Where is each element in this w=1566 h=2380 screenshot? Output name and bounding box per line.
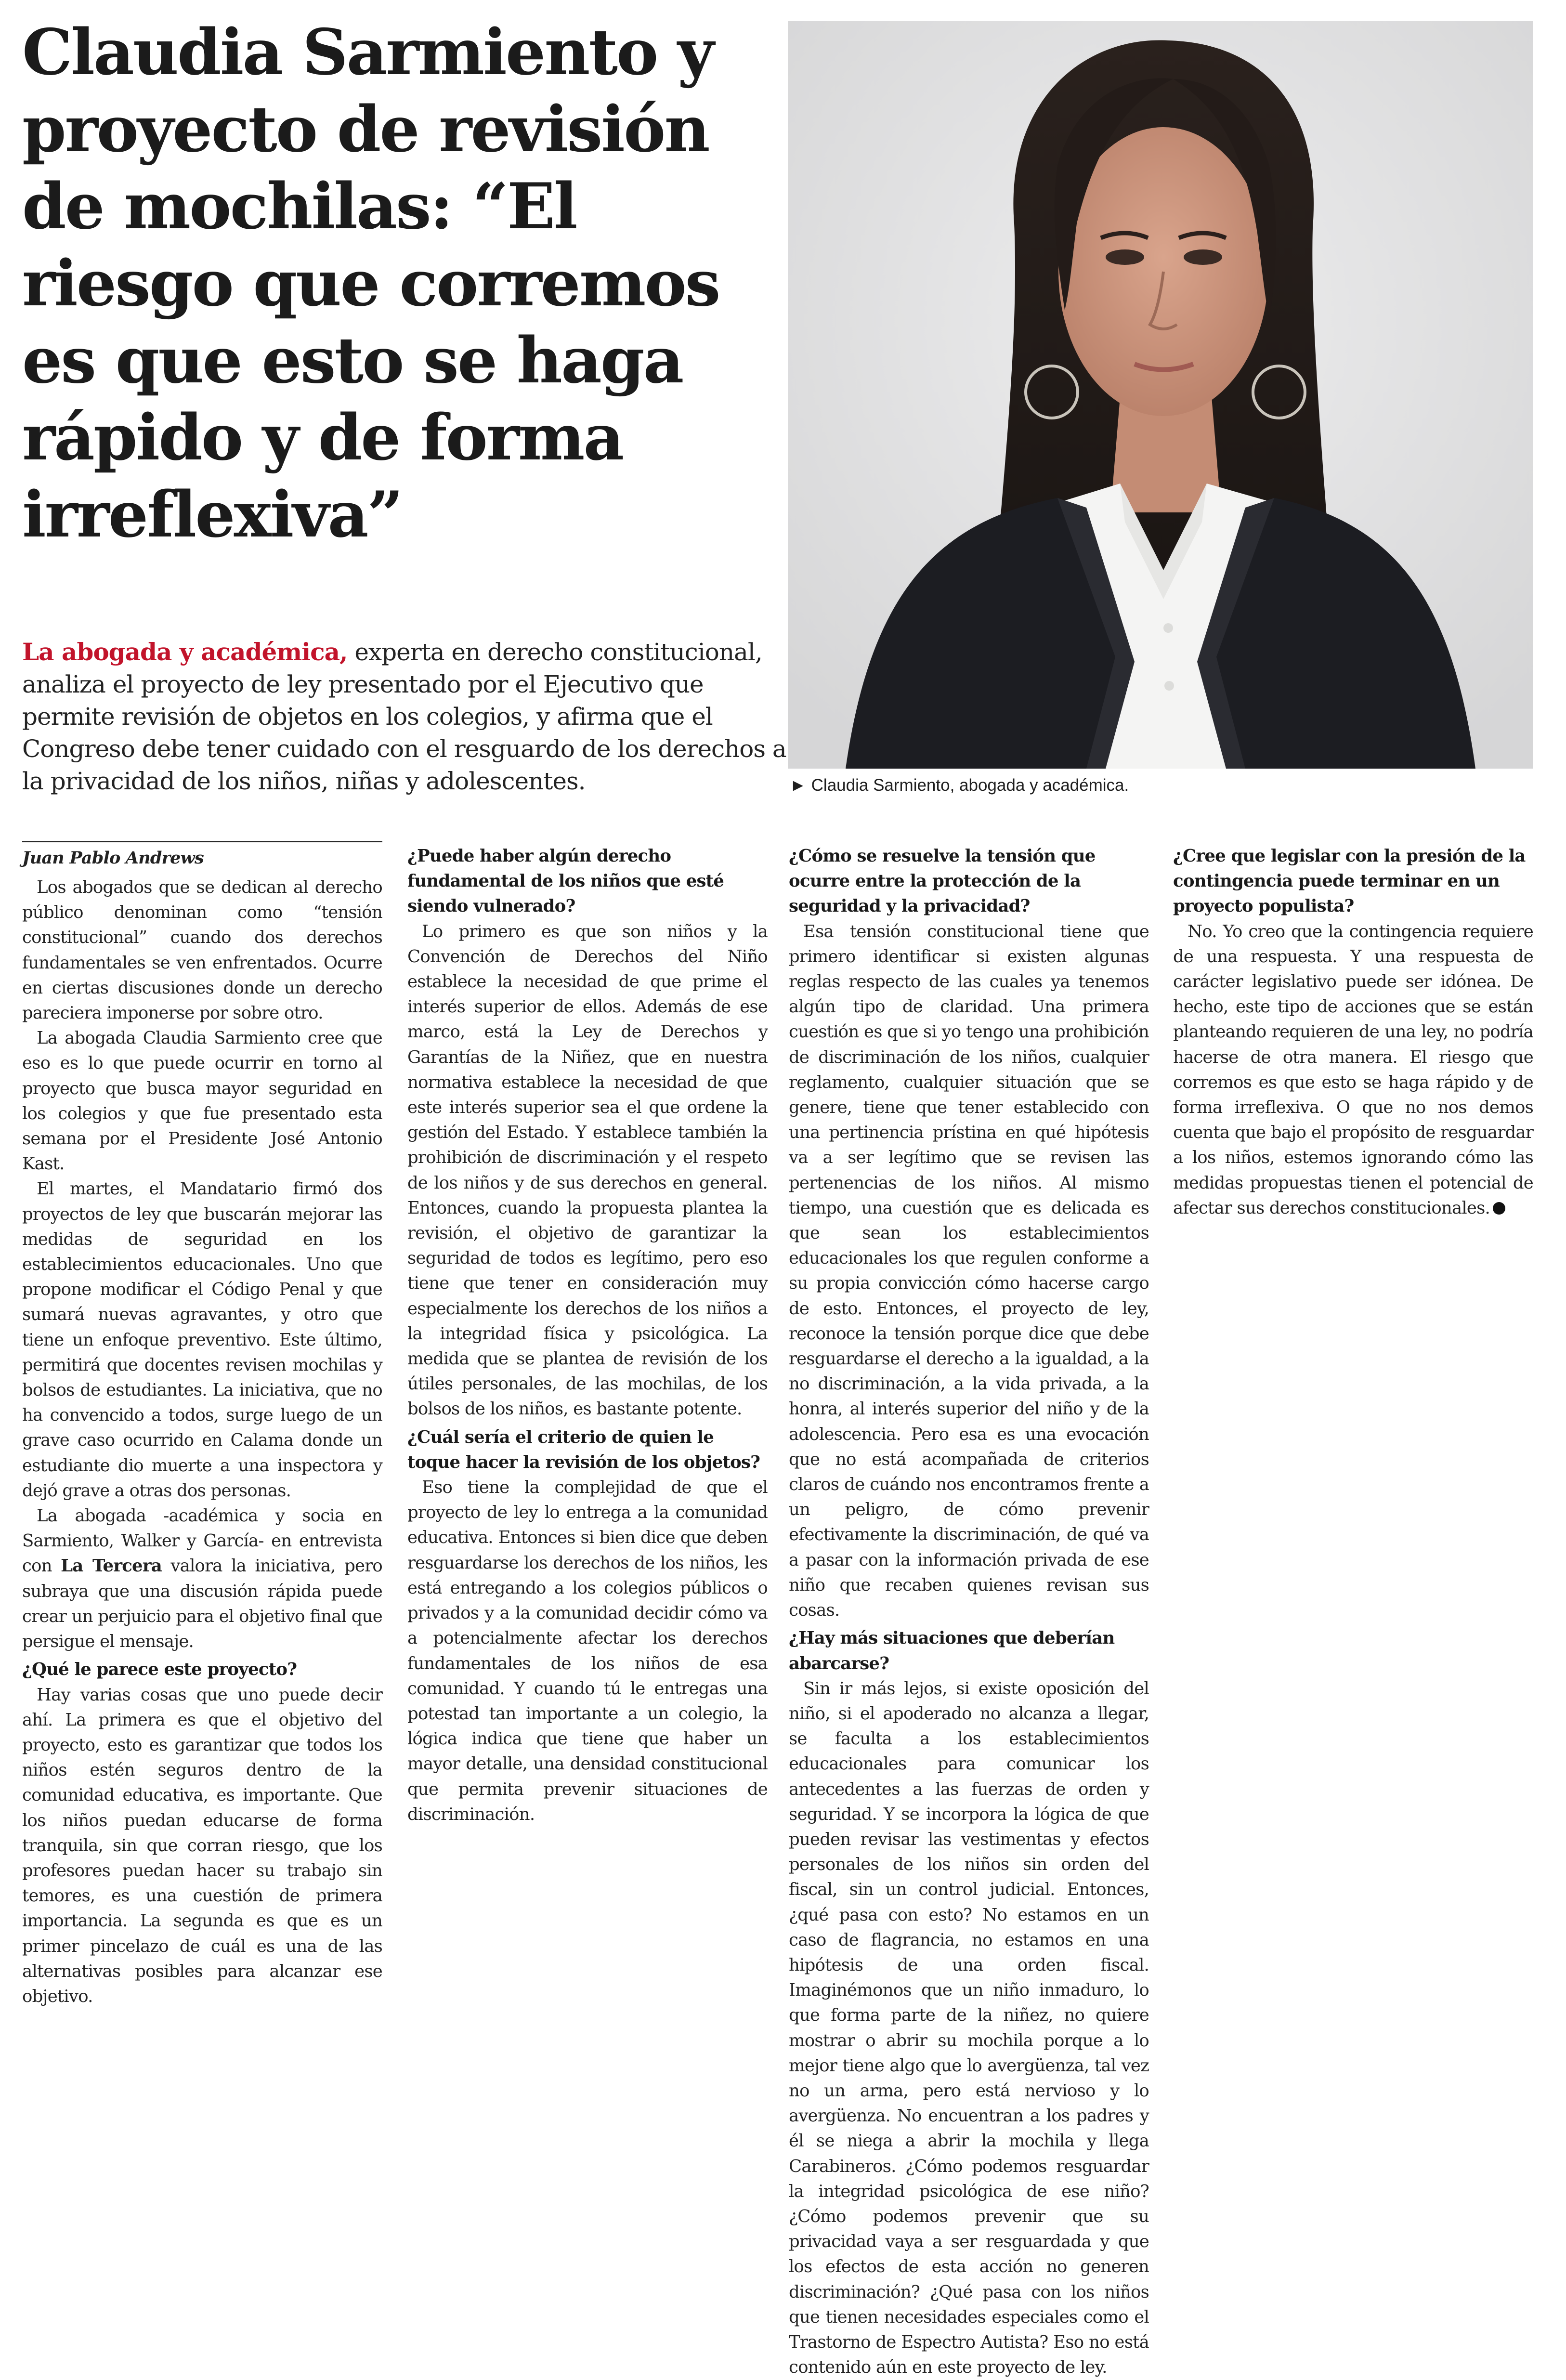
- answer-paragraph: Hay varias cosas que uno puede decir ahí. La primera es que el objetivo del proyecto, esto es garantizar que todos los niños estén seguros dentro de la comunidad educativa, es importante. Que los niños puedan educarse de forma tranquila, sin que corran riesgo, que los profesores puedan hacer su trabajo sin temores, es una cuestión de primera importancia. La segunda es que es un primer pincelazo de cuál es una de las alternativas posibles para alcanzar ese objetivo.: [22, 1685, 382, 2006]
- portrait-illustration: [788, 21, 1533, 769]
- caption-arrow-icon: ►: [790, 776, 807, 795]
- column-2-flow: [407, 844, 768, 1827]
- answer-text: No. Yo creo que la contingencia requiere de una respuesta. Y una respuesta de carácter legislativo puede ser idónea. De hecho, este tipo de acciones que se están planteando requieren de una ley, no podría hacerse de otra manera. El riesgo que corremos es que esto se haga rápido y de forma irreflexiva. O que no nos demos cuenta que bajo el propósito de resguardar a los niños, estemos ignorando cómo las medidas propuestas tienen el potencial de afectar sus derechos constitucionales.: [1173, 921, 1533, 1218]
- byline: Juan Pablo Andrews: [22, 841, 382, 870]
- interview-question: ¿Cuál sería el criterio de quien le toque hacer la revisión de los objetos?: [407, 1427, 760, 1472]
- interview-question: ¿Cómo se resuelve la tensión que ocurre entre la protección de la seguridad y la privacidad?: [789, 846, 1096, 916]
- portrait-photo: [788, 21, 1533, 769]
- answer-paragraph: Esa tensión constitucional tiene que primero identificar si existen algunas reglas respecto de las cuales ya tenemos algún tipo de claridad. Una primera cuestión es que si yo tengo una prohibición de discriminación de los niños, cualquier reglamento, cualquier situación que se genere, tiene que tener establecido con una pertinencia prístina en qué hipótesis va a ser legítimo que se revisen las pertenencias de los niños. Al mismo tiempo, una cuestión que es delicada es que sean los establecimientos educacionales los que regulen conforme a su propia convicción cómo hacerse cargo de esto. Entonces, el proyecto de ley, reconoce la tensión porque dice que debe resguardarse el derecho a la igualdad, a la no discriminación, a la vida privada, a la honra, al interés superior del niño y de la adolescencia. Pero esa es una evocación que no está acompañada de criterios claros de cuándo nos encontramos frente a un peligro, de cómo prevenir efectivamente la discriminación, de qué va a pasar con la información privada de ese niño que recaben quienes revisan sus cosas.: [789, 921, 1149, 1621]
- column-4: [1173, 841, 1533, 1785]
- paragraph: La abogada Claudia Sarmiento cree que eso es lo que puede ocurrir en torno al proyecto que busca mayor seguridad en los colegios y que fue presentado esta semana por el Presidente José Antonio Kast.: [22, 1028, 382, 1174]
- paragraph: El martes, el Mandatario firmó dos proyectos de ley que buscarán mejorar las medidas de seguridad en los establecimientos educacionales. Uno que propone modificar el Código Penal y que sumará nuevas agravantes, y otro que tiene un enfoque preventivo. Este último, permitirá que docentes revisen mochilas y bolsos de estudiantes. La iniciativa, que no ha convencido a todos, surge luego de un grave caso ocurrido en Calama donde un estudiante dio muerte a una inspectora y dejó grave a otras dos personas.: [22, 1179, 382, 1501]
- article-body: [22, 841, 1533, 2378]
- headline: Claudia Sarmiento y proyecto de revisión de mochilas: “El riesgo que corremos es que esto se haga rápido y de forma irreflexiva”: [22, 15, 719, 551]
- column-3-flow: [789, 844, 1149, 2380]
- end-of-article-icon: [1493, 1202, 1505, 1215]
- answer-paragraph: Eso tiene la complejidad de que el proyecto de ley lo entrega a la comunidad educativa. Entonces si bien dice que deben resguardarse los derechos de los niños, les está entregando a los colegios públicos o privados y a la comunidad decidir cómo va a potencialmente afectar los derechos fundamentales de los niños de esa comunidad. Y cuando tú le entregas una potestad tan importante a un colegio, la lógica indica que tiene que haber un mayor detalle, una densidad constitucional que permita prevenir situaciones de discriminación.: [407, 1478, 768, 1824]
- paragraph-text: valora la iniciativa, pero subraya que una discusión rápida puede crear un perjuicio para el objetivo final que persigue el mensaje.: [22, 1556, 383, 1652]
- interview-question: ¿Qué le parece este proyecto?: [22, 1660, 297, 1680]
- paragraph-text: La abogada -académica y socia en Sarmiento, Walker y García- en entrevista con: [22, 1506, 382, 1576]
- lead-paragraph: [22, 636, 788, 798]
- answer-paragraph: Lo primero es que son niños y la Convención de Derechos del Niño establece la necesidad de que prime el interés superior de ellos. Además de ese marco, está la Ley de Derechos y Garantías de la Niñez, que en nuestra normativa establece la necesidad de que este interés superior sea el que ordene la gestión del Estado. Y establece también la prohibición de discriminación y el respeto de los niños y de sus derechos en general. Entonces, cuando la propuesta plantea la revisión, el objetivo de garantizar la seguridad de todos es legítimo, pero eso tiene que tener en consideración muy especialmente los derechos de los niños a la integridad física y psicológica. La medida que se plantea de revisión de los útiles personales, de las mochilas, de los bolsos de los niños, es bastante potente.: [407, 921, 768, 1419]
- answer-paragraph: Sin ir más lejos, si existe oposición del niño, si el apoderado no alcanza a llegar, se faculta a los establecimientos educacionales para comunicar los antecedentes a las fuerzas de orden y seguridad. Y se incorpora la lógica de que pueden revisar las vestimentas y efectos personales de los niños sin orden del fiscal, sin un control judicial. Entonces, ¿qué pasa con esto? No estamos en un caso de flagrancia, no estamos en una hipótesis de una orden fiscal. Imaginémonos que un niño inmaduro, lo que forma parte de la niñez, no quiere mostrar o abrir su mochila porque a lo mejor tiene algo que lo avergüenza, tal vez no un arma, pero está nervioso y lo avergüenza. No encuentran a los padres y él se niega a abrir la mochila y llega Carabineros. ¿Cómo podemos resguardar la integridad psicológica de ese niño? ¿Cómo podemos prevenir que su privacidad vaya a ser resguardada y que los efectos de esta acción no generen discriminación? ¿Qué pasa con los niños que tienen necesidades especiales como el Trastorno de Espectro Autista? Eso no está contenido aún en este proyecto de ley.: [789, 1678, 1149, 2378]
- answer-paragraph: [1173, 919, 1533, 1221]
- interview-question: ¿Hay más situaciones que deberían abarcarse?: [789, 1628, 1115, 1674]
- interview-question: ¿Puede haber algún derecho fundamental de los niños que esté siendo vulnerado?: [407, 846, 724, 916]
- column-1: [22, 841, 383, 2006]
- column-4-flow: [1173, 844, 1533, 1221]
- newspaper-name: La Tercera: [61, 1556, 162, 1576]
- caption-text: Claudia Sarmiento, abogada y académica.: [811, 776, 1129, 795]
- paragraph: Los abogados que se dedican al derecho público denominan como “tensión constitucional” cuando dos derechos fundamentales se ven enfrentados. Ocurre en ciertas discusiones donde un derecho pareciera imponerse por sobre otro.: [22, 877, 382, 1023]
- paragraph: [22, 1504, 382, 1654]
- lead-kicker: La abogada y académica,: [22, 638, 348, 666]
- column-3: [789, 841, 1149, 2378]
- lead-text: experta en derecho constitucional, analiza el proyecto de ley presentado por el Ejecutivo que permite revisión de objetos en los colegios, y afirma que el Congreso debe tener cuidado con el resguardo de los derechos a la privacidad de los niños, niñas y adolescentes.: [22, 638, 786, 795]
- photo-caption: [790, 774, 1531, 797]
- column-2: [407, 841, 768, 1824]
- interview-question: ¿Cree que legislar con la presión de la contingencia puede terminar en un proyecto populista?: [1173, 846, 1526, 916]
